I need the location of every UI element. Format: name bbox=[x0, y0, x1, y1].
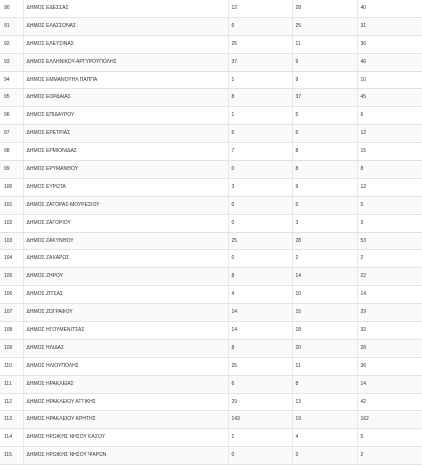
value-total: 5 bbox=[357, 196, 422, 214]
municipality-name: ΔΗΜΟΣ ΗΡΑΚΛΕΙΟΥ ΚΡΗΤΗΣ bbox=[23, 411, 228, 429]
table-row bbox=[0, 411, 422, 429]
value-total: 36 bbox=[357, 357, 422, 375]
municipality-name: ΔΗΜΟΣ ΗΡΩΙΚΗΣ ΝΗΣΟΥ ΨΑΡΩΝ bbox=[23, 447, 228, 465]
table-row bbox=[0, 53, 422, 71]
table-row bbox=[0, 268, 422, 286]
value-a: 1 bbox=[228, 429, 292, 447]
municipality-name: ΔΗΜΟΣ ΕΥΡΩΤΑ bbox=[23, 178, 228, 196]
table-row bbox=[0, 89, 422, 107]
municipality-name: ΔΗΜΟΣ ΗΛΙΔΑΣ bbox=[23, 339, 228, 357]
row-number: 97 bbox=[0, 125, 23, 143]
table-row bbox=[0, 447, 422, 465]
municipality-name: ΔΗΜΟΣ ΖΗΡΟΥ bbox=[23, 268, 228, 286]
row-number: 111 bbox=[0, 375, 23, 393]
table-row bbox=[0, 161, 422, 179]
row-number: 113 bbox=[0, 411, 23, 429]
value-total: 12 bbox=[357, 178, 422, 196]
value-b: 5 bbox=[292, 196, 357, 214]
value-a: 0 bbox=[228, 250, 292, 268]
row-number: 104 bbox=[0, 250, 23, 268]
value-b: 13 bbox=[292, 393, 357, 411]
table-row bbox=[0, 304, 422, 322]
value-total: 29 bbox=[357, 304, 422, 322]
row-number: 94 bbox=[0, 71, 23, 89]
value-b: 9 bbox=[292, 71, 357, 89]
value-a: 8 bbox=[228, 339, 292, 357]
value-a: 0 bbox=[228, 196, 292, 214]
value-b: 8 bbox=[292, 375, 357, 393]
value-b: 25 bbox=[292, 17, 357, 35]
table-row bbox=[0, 339, 422, 357]
value-total: 162 bbox=[357, 411, 422, 429]
value-b: 19 bbox=[292, 411, 357, 429]
value-a: 0 bbox=[228, 161, 292, 179]
row-number: 112 bbox=[0, 393, 23, 411]
value-a: 8 bbox=[228, 89, 292, 107]
value-a: 6 bbox=[228, 375, 292, 393]
municipality-name: ΔΗΜΟΣ ΗΛΙΟΥΠΟΛΗΣ bbox=[23, 357, 228, 375]
row-number: 101 bbox=[0, 196, 23, 214]
municipality-name: ΔΗΜΟΣ ΗΡΑΚΛΕΙΑΣ bbox=[23, 375, 228, 393]
value-a: 14 bbox=[228, 304, 292, 322]
value-a: 37 bbox=[228, 53, 292, 71]
municipality-name: ΔΗΜΟΣ ΖΑΓΟΡΑΣ-ΜΟΥΡΕΣΙΟΥ bbox=[23, 196, 228, 214]
value-a: 25 bbox=[228, 35, 292, 53]
row-number: 95 bbox=[0, 89, 23, 107]
row-number: 102 bbox=[0, 214, 23, 232]
table-row bbox=[0, 357, 422, 375]
municipality-name: ΔΗΜΟΣ ΖΩΓΡΑΦΟΥ bbox=[23, 304, 228, 322]
table-row bbox=[0, 214, 422, 232]
value-total: 2 bbox=[357, 447, 422, 465]
row-number: 91 bbox=[0, 17, 23, 35]
value-a: 4 bbox=[228, 286, 292, 304]
municipality-name: ΔΗΜΟΣ ΕΜΜΑΝΟΥΗΛ ΠΑΠΠΑ bbox=[23, 71, 228, 89]
value-a: 1 bbox=[228, 71, 292, 89]
municipality-name: ΔΗΜΟΣ ΕΠΙΔΑΥΡΟΥ bbox=[23, 107, 228, 125]
row-number: 93 bbox=[0, 53, 23, 71]
value-total: 22 bbox=[357, 268, 422, 286]
value-total: 40 bbox=[357, 0, 422, 17]
row-number: 105 bbox=[0, 268, 23, 286]
table-row bbox=[0, 375, 422, 393]
value-a: 8 bbox=[228, 268, 292, 286]
table-row bbox=[0, 429, 422, 447]
municipality-name: ΔΗΜΟΣ ΕΟΡΔΑΙΑΣ bbox=[23, 89, 228, 107]
table-row bbox=[0, 250, 422, 268]
value-total: 5 bbox=[357, 429, 422, 447]
value-total: 42 bbox=[357, 393, 422, 411]
value-a: 6 bbox=[228, 125, 292, 143]
value-b: 9 bbox=[292, 178, 357, 196]
value-total: 8 bbox=[357, 161, 422, 179]
value-b: 8 bbox=[292, 143, 357, 161]
value-total: 36 bbox=[357, 35, 422, 53]
value-total: 15 bbox=[357, 143, 422, 161]
value-a: 143 bbox=[228, 411, 292, 429]
value-a: 7 bbox=[228, 143, 292, 161]
table-row bbox=[0, 286, 422, 304]
row-number: 100 bbox=[0, 178, 23, 196]
table-row bbox=[0, 0, 422, 17]
value-b: 11 bbox=[292, 357, 357, 375]
value-a: 0 bbox=[228, 447, 292, 465]
table-row bbox=[0, 35, 422, 53]
table-row bbox=[0, 178, 422, 196]
value-b: 5 bbox=[292, 107, 357, 125]
municipality-name: ΔΗΜΟΣ ΕΔΕΣΣΑΣ bbox=[23, 0, 228, 17]
value-total: 14 bbox=[357, 375, 422, 393]
value-b: 28 bbox=[292, 0, 357, 17]
value-b: 8 bbox=[292, 161, 357, 179]
value-b: 2 bbox=[292, 250, 357, 268]
row-number: 114 bbox=[0, 429, 23, 447]
value-a: 1 bbox=[228, 107, 292, 125]
municipality-name: ΔΗΜΟΣ ΗΡΩΙΚΗΣ ΝΗΣΟΥ ΚΑΣΟΥ bbox=[23, 429, 228, 447]
value-a: 25 bbox=[228, 357, 292, 375]
row-number: 99 bbox=[0, 161, 23, 179]
municipality-name: ΔΗΜΟΣ ΗΡΑΚΛΕΙΟΥ ΑΤΤΙΚΗΣ bbox=[23, 393, 228, 411]
value-total: 53 bbox=[357, 232, 422, 250]
row-number: 107 bbox=[0, 304, 23, 322]
value-total: 45 bbox=[357, 89, 422, 107]
municipality-name: ΔΗΜΟΣ ΕΛΛΗΝΙΚΟΥ-ΑΡΓΥΡΟΥΠΟΛΗΣ bbox=[23, 53, 228, 71]
value-b: 37 bbox=[292, 89, 357, 107]
table-row bbox=[0, 232, 422, 250]
value-total: 32 bbox=[357, 322, 422, 340]
row-number: 96 bbox=[0, 107, 23, 125]
value-total: 46 bbox=[357, 53, 422, 71]
table-row bbox=[0, 17, 422, 35]
table-row bbox=[0, 125, 422, 143]
table-row bbox=[0, 71, 422, 89]
value-a: 14 bbox=[228, 322, 292, 340]
value-b: 6 bbox=[292, 125, 357, 143]
value-b: 4 bbox=[292, 429, 357, 447]
row-number: 109 bbox=[0, 339, 23, 357]
row-number: 90 bbox=[0, 0, 23, 17]
table-row bbox=[0, 143, 422, 161]
value-a: 6 bbox=[228, 17, 292, 35]
value-a: 12 bbox=[228, 0, 292, 17]
value-b: 2 bbox=[292, 447, 357, 465]
municipality-name: ΔΗΜΟΣ ΕΛΑΣΣΟΝΑΣ bbox=[23, 17, 228, 35]
value-total: 12 bbox=[357, 125, 422, 143]
value-a: 3 bbox=[228, 178, 292, 196]
value-total: 31 bbox=[357, 17, 422, 35]
value-b: 9 bbox=[292, 53, 357, 71]
value-total: 10 bbox=[357, 71, 422, 89]
value-b: 14 bbox=[292, 268, 357, 286]
table-row bbox=[0, 107, 422, 125]
value-b: 10 bbox=[292, 286, 357, 304]
value-total: 28 bbox=[357, 339, 422, 357]
row-number: 110 bbox=[0, 357, 23, 375]
value-a: 0 bbox=[228, 214, 292, 232]
row-number: 98 bbox=[0, 143, 23, 161]
row-number: 115 bbox=[0, 447, 23, 465]
municipality-name: ΔΗΜΟΣ ΕΡΜΙΟΝΙΔΑΣ bbox=[23, 143, 228, 161]
table-row bbox=[0, 393, 422, 411]
value-total: 6 bbox=[357, 107, 422, 125]
row-number: 108 bbox=[0, 322, 23, 340]
value-b: 3 bbox=[292, 214, 357, 232]
municipality-name: ΔΗΜΟΣ ΖΑΚΥΝΘΟΥ bbox=[23, 232, 228, 250]
value-a: 25 bbox=[228, 232, 292, 250]
value-b: 18 bbox=[292, 322, 357, 340]
municipality-name: ΔΗΜΟΣ ΕΡΥΜΑΝΘΟΥ bbox=[23, 161, 228, 179]
value-b: 11 bbox=[292, 35, 357, 53]
municipality-name: ΔΗΜΟΣ ΖΑΧΑΡΩΣ bbox=[23, 250, 228, 268]
value-total: 14 bbox=[357, 286, 422, 304]
municipality-name: ΔΗΜΟΣ ΖΑΓΟΡΙΟΥ bbox=[23, 214, 228, 232]
row-number: 103 bbox=[0, 232, 23, 250]
value-b: 15 bbox=[292, 304, 357, 322]
municipality-name: ΔΗΜΟΣ ΕΡΕΤΡΙΑΣ bbox=[23, 125, 228, 143]
municipality-name: ΔΗΜΟΣ ΕΛΕΥΣΙΝΑΣ bbox=[23, 35, 228, 53]
value-b: 28 bbox=[292, 232, 357, 250]
value-total: 2 bbox=[357, 250, 422, 268]
row-number: 92 bbox=[0, 35, 23, 53]
value-a: 29 bbox=[228, 393, 292, 411]
municipality-name: ΔΗΜΟΣ ΗΓΟΥΜΕΝΙΤΣΑΣ bbox=[23, 322, 228, 340]
value-total: 3 bbox=[357, 214, 422, 232]
table-row bbox=[0, 196, 422, 214]
municipality-name: ΔΗΜΟΣ ΖΙΤΣΑΣ bbox=[23, 286, 228, 304]
value-b: 20 bbox=[292, 339, 357, 357]
row-number: 106 bbox=[0, 286, 23, 304]
table-row bbox=[0, 322, 422, 340]
